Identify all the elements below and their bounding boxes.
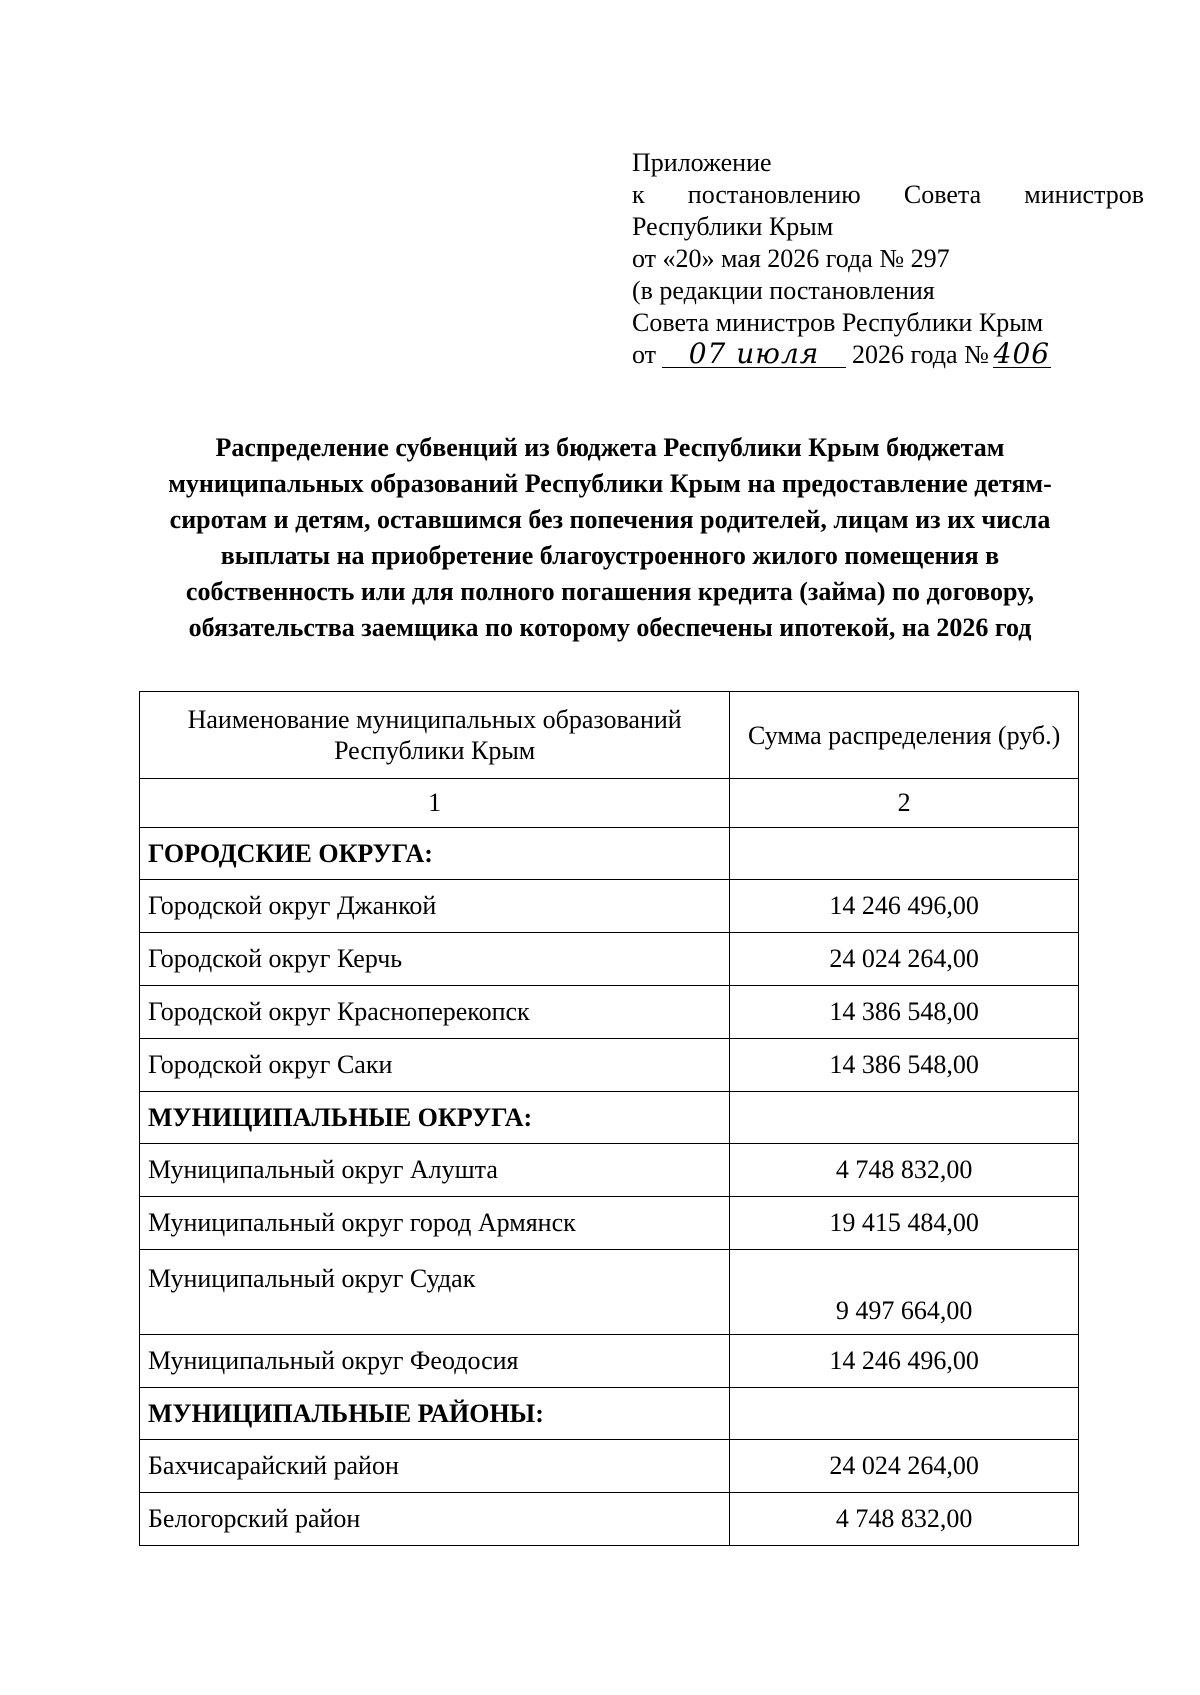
- amount-value: 14 386 548,00: [730, 1039, 1079, 1092]
- group-amount: [730, 828, 1079, 880]
- group-name: ГОРОДСКИЕ ОКРУГА:: [140, 828, 730, 880]
- date-prefix: от: [632, 340, 657, 369]
- amount-value: 9 497 664,00: [730, 1250, 1079, 1335]
- appendix-line: от «20» мая 2026 года № 297: [632, 244, 950, 273]
- group-amount: [730, 1388, 1079, 1440]
- date-middle: 2026 года №: [852, 340, 989, 369]
- municipality-name: Муниципальный округ город Армянск: [140, 1197, 730, 1250]
- table-row: [140, 1335, 1079, 1388]
- appendix-word: Совета: [903, 180, 982, 209]
- appendix-line: [632, 179, 1144, 211]
- municipality-name: Муниципальный округ Судак: [140, 1250, 730, 1335]
- amount-value: 24 024 264,00: [730, 1440, 1079, 1493]
- appendix-line: (в редакции постановления: [632, 276, 935, 305]
- table-row: [140, 1250, 1079, 1335]
- table-header-row: [140, 692, 1079, 779]
- municipality-name: Городской округ Керчь: [140, 933, 730, 986]
- appendix-header: [632, 147, 1144, 371]
- amount-value: 24 024 264,00: [730, 933, 1079, 986]
- appendix-line-dated: [632, 339, 1144, 371]
- appendix-line: Приложение: [632, 148, 772, 177]
- header-amount-column: Сумма распределения (руб.): [730, 692, 1079, 779]
- group-row: [140, 1092, 1079, 1144]
- amount-value: 19 415 484,00: [730, 1197, 1079, 1250]
- table-row: [140, 1440, 1079, 1493]
- amount-value: 14 246 496,00: [730, 1335, 1079, 1388]
- table-row: [140, 1039, 1079, 1092]
- appendix-word: постановлению: [687, 180, 861, 209]
- municipality-name: Городской округ Красноперекопск: [140, 986, 730, 1039]
- appendix-word: министров: [1024, 180, 1144, 209]
- municipality-name: Муниципальный округ Феодосия: [140, 1335, 730, 1388]
- amount-value: 14 386 548,00: [730, 986, 1079, 1039]
- appendix-line: Республики Крым: [632, 212, 834, 241]
- group-row: [140, 828, 1079, 880]
- distribution-table: [139, 691, 1079, 1546]
- municipality-name: Бахчисарайский район: [140, 1440, 730, 1493]
- municipality-name: Городской округ Саки: [140, 1039, 730, 1092]
- appendix-word: к: [632, 180, 645, 209]
- table-row: [140, 986, 1079, 1039]
- column-number: 1: [140, 779, 730, 828]
- table-row: [140, 1197, 1079, 1250]
- appendix-line: Совета министров Республики Крым: [632, 308, 1044, 337]
- handwritten-number: 406: [993, 337, 1051, 370]
- amount-value: 4 748 832,00: [730, 1493, 1079, 1546]
- table-row: [140, 1493, 1079, 1546]
- table-row: [140, 880, 1079, 933]
- handwritten-date: 07 июля: [662, 341, 846, 368]
- document-title: Распределение субвенций из бюджета Республики Крым бюджетам муниципальных образований Республики Крым на предоставление детям-сиротам и детям, оставшимся без попечения родителей, лицам из их числа выплаты на приобретение благоустроенного жилого помещения в собственность или для полного погашения кредита (займа) по договору, обязательства заемщика по которому обеспечены ипотекой, на 2026 год: [168, 433, 1052, 642]
- column-number-row: [140, 779, 1079, 828]
- municipality-name: Городской округ Джанкой: [140, 880, 730, 933]
- amount-value: 14 246 496,00: [730, 880, 1079, 933]
- table-row: [140, 933, 1079, 986]
- group-amount: [730, 1092, 1079, 1144]
- column-number: 2: [730, 779, 1079, 828]
- group-name: МУНИЦИПАЛЬНЫЕ РАЙОНЫ:: [140, 1388, 730, 1440]
- table-row: [140, 1144, 1079, 1197]
- amount-value: 4 748 832,00: [730, 1144, 1079, 1197]
- municipality-name: Муниципальный округ Алушта: [140, 1144, 730, 1197]
- header-name-column: Наименование муниципальных образований Республики Крым: [140, 692, 730, 779]
- group-row: [140, 1388, 1079, 1440]
- group-name: МУНИЦИПАЛЬНЫЕ ОКРУГА:: [140, 1092, 730, 1144]
- municipality-name: Белогорский район: [140, 1493, 730, 1546]
